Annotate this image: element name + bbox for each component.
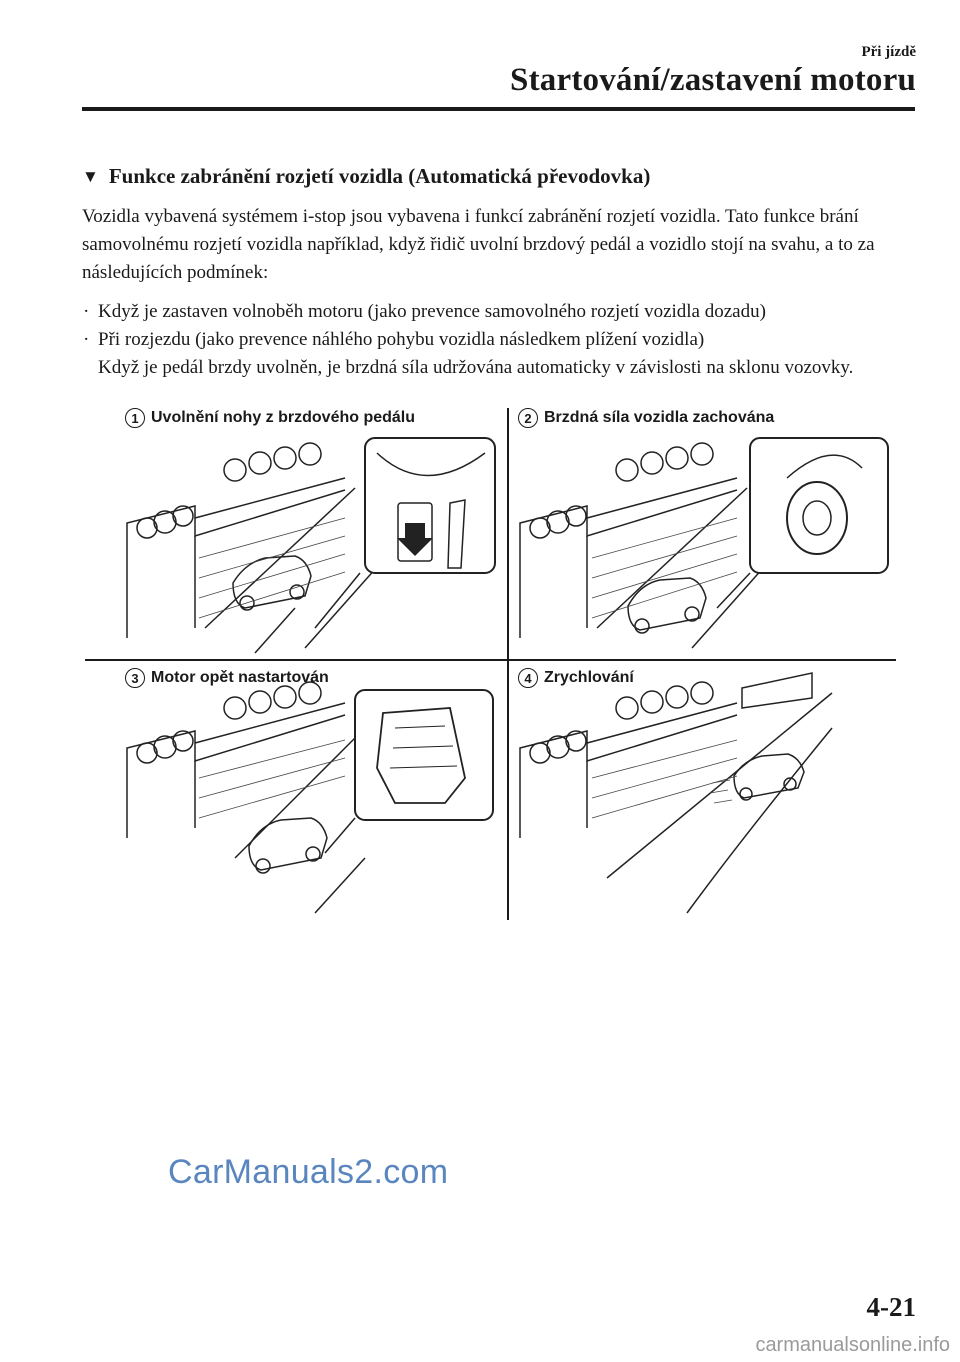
chapter-title: Startování/zastavení motoru (510, 62, 916, 98)
panel-caption-text: Motor opět nastartován (151, 669, 329, 686)
header-rule (82, 107, 915, 111)
slope-scene-illustration (512, 668, 902, 918)
condition-list (82, 298, 922, 382)
intro-paragraph: Vozidla vybavená systémem i-stop jsou vybavena i funkcí zabránění rozjetí vozidla. Tato funkce brání samovolnému rozjetí vozidla například, když řidič uvolní brzdový pedál a vozidlo stojí na svahu, a to za následujících podmínek: (82, 206, 875, 283)
step-number: 1 (125, 408, 145, 428)
panel-caption-text: Brzdná síla vozidla zachována (544, 409, 775, 426)
figure-panel-3 (115, 668, 505, 918)
panel-caption-text: Zrychlování (544, 669, 634, 686)
page-number: 4-21 (866, 1292, 916, 1322)
step-number: 2 (518, 408, 538, 428)
bullet-dot-icon: · (83, 329, 90, 350)
slope-scene-illustration (512, 408, 902, 658)
section-label: Při jízdě (861, 44, 916, 60)
figure-divider-vertical (507, 408, 509, 920)
list-item-text: Když je zastaven volnoběh motoru (jako prevence samovolného rozjetí vozidla dozadu) (98, 301, 766, 322)
triangle-marker-icon: ▼ (82, 166, 99, 186)
watermark-logo: CarManuals2.com (168, 1153, 449, 1191)
list-item-continuation: Když je pedál brzdy uvolněn, je brzdná síla udržována automaticky v závislosti na sklonu vozovky. (98, 357, 854, 378)
step-number: 3 (125, 668, 145, 688)
section-heading (82, 164, 650, 189)
list-item (82, 326, 922, 354)
figure-divider-horizontal (85, 659, 896, 661)
figure-panel-4 (512, 668, 902, 918)
list-item (82, 298, 922, 326)
slope-scene-illustration (115, 408, 505, 658)
figure-panel-2 (512, 408, 902, 658)
bullet-dot-icon: · (83, 301, 90, 322)
panel-caption-text: Uvolnění nohy z brzdového pedálu (151, 409, 416, 426)
section-heading-text: Funkce zabránění rozjetí vozidla (Automatická převodovka) (108, 164, 651, 188)
step-number: 4 (518, 668, 538, 688)
slope-scene-illustration (115, 668, 505, 918)
list-item-text: Při rozjezdu (jako prevence náhlého pohybu vozidla následkem plížení vozidla) (98, 329, 705, 350)
footer-site-label: carmanualsonline.info (755, 1334, 950, 1356)
figure-panel-1 (115, 408, 505, 658)
